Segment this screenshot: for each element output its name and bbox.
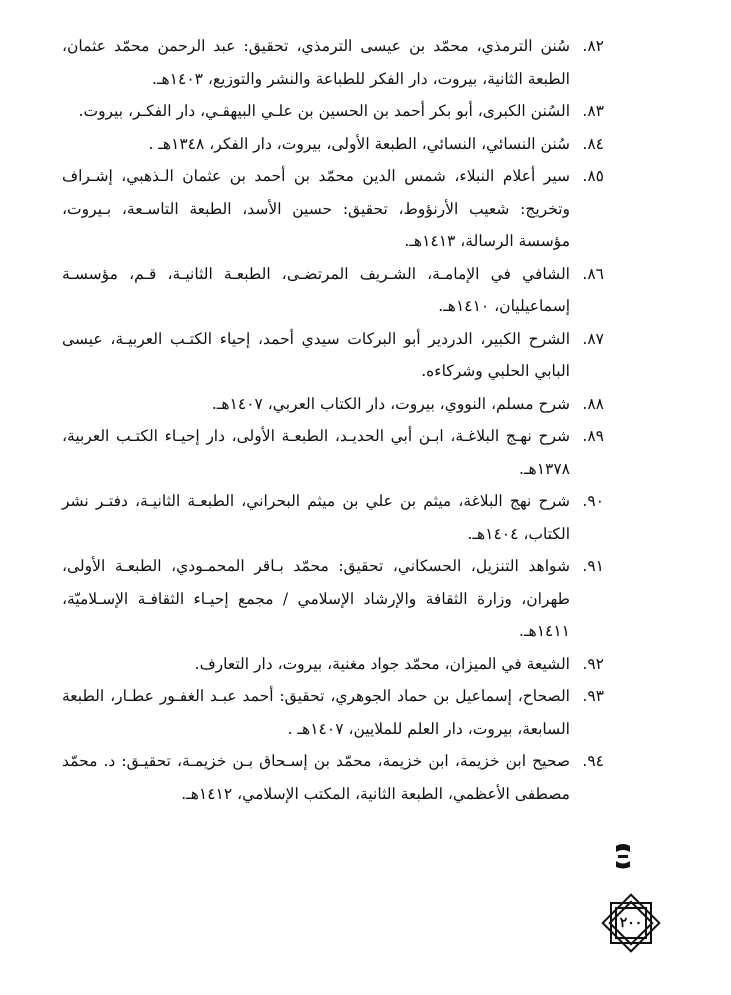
page-number: ٢٠٠ (619, 915, 643, 931)
reference-number: ٨٥. (582, 167, 604, 185)
reference-text: سُنن الترمذي، محمّد بن عيسى الترمذي، تحقيق: عبد الرحمن محمّد عثمان، الطبعة الثانية، بيروت، دار الفكر للطباعة والنشر والتوزيع، ١٤٠٣هـ. (62, 37, 570, 88)
reference-text: شرح مسلم، النووي، بيروت، دار الكتاب العربي، ١٤٠٧هـ. (211, 394, 570, 413)
reference-text: صحيح ابن خزيمة، ابن خزيمة، محمّد بن إسـحاق بـن خزيمـة، تحقيـق: د. محمّد مصطفى الأعظمي، الطبعة الثانية، المكتب الإسلامي، ١٤١٢هـ. (62, 752, 570, 803)
page-number-badge (598, 890, 664, 956)
reference-text: شواهد التنزيل، الحسكاني، تحقيق: محمّد بـاقر المحمـودي، الطبعـة الأولى، طهران، وزارة الثقافة والإرشاد الإسلامي / مجمع إحيـاء الثقافـة الإسـلاميّة، ١٤١١هـ. (62, 557, 570, 640)
reference-number: ٨٣. (582, 102, 604, 120)
reference-text: الشرح الكبير، الدردير أبو البركات سيدي أحمد، إحياء الكتـب العربيـة، عيسى البابي الحلبي وشركاءه. (62, 329, 570, 380)
reference-text: سُنن النسائي، النسائي، الطبعة الأولى، بيروت، دار الفكر، ١٣٤٨هـ . (148, 134, 570, 153)
ornament-icon (612, 842, 634, 870)
reference-number: ٨٤. (582, 134, 604, 153)
reference-text: شرح نهج البلاغة، ميثم بن علي بن ميثم البحراني، الطبعـة الثانيـة، دفتـر نشر الكتاب، ١٤٠٤هـ. (62, 492, 570, 543)
reference-entry (62, 648, 604, 681)
reference-entry (62, 160, 604, 258)
reference-number: ٩١. (582, 557, 604, 575)
reference-number: ٩٤. (582, 752, 604, 770)
reference-entry (62, 680, 604, 745)
reference-entry (62, 30, 604, 95)
reference-entry (62, 420, 604, 485)
reference-number: ٨٨. (582, 394, 604, 413)
reference-entry (62, 258, 604, 323)
reference-text: الشيعة في الميزان، محمّد جواد مغنية، بيروت، دار التعارف. (194, 654, 570, 673)
reference-text: الصحاح، إسماعيل بن حماد الجوهري، تحقيق: أحمد عبـد الغفـور عطـار، الطبعة السابعة، بيروت، دار العلم للملايين، ١٤٠٧هـ . (62, 687, 570, 738)
reference-entry (62, 485, 604, 550)
reference-number: ٩٠. (582, 492, 604, 510)
reference-entry (62, 95, 604, 128)
reference-number: ٨٧. (582, 329, 604, 348)
reference-number: ٨٩. (582, 427, 604, 445)
reference-entry (62, 128, 604, 161)
reference-number: ٨٦. (582, 264, 604, 283)
reference-number: ٩٢. (582, 654, 604, 673)
reference-entry (62, 550, 604, 648)
references-list (62, 30, 604, 810)
reference-text: الشافي في الإمامـة، الشـريف المرتضـى، الطبعـة الثانيـة، قـم، مؤسسـة إسماعيليان، ١٤١٠هـ. (62, 264, 570, 315)
reference-entry (62, 388, 604, 421)
reference-text: شرح نهـج البلاغـة، ابـن أبي الحديـد، الطبعـة الأولى، دار إحيـاء الكتـب العربية، ١٣٧٨هـ. (62, 427, 570, 478)
reference-text: سير أعلام النبلاء، شمس الدين محمّد بن أحمد بن عثمان الـذهبي، إشـراف وتخريج: شعيب الأرنؤوط، تحقيق: حسين الأسد، الطبعة التاسـعة، بـيروت، مؤسسة الرسالة، ١٤١٣هـ. (62, 167, 570, 250)
reference-text: السُنن الكبرى، أبو بكر أحمد بن الحسين بن علـي البيهقـي، دار الفكـر، بيروت. (78, 102, 570, 120)
reference-entry (62, 745, 604, 810)
reference-number: ٩٣. (582, 687, 604, 705)
reference-number: ٨٢. (582, 37, 604, 55)
reference-entry (62, 323, 604, 388)
